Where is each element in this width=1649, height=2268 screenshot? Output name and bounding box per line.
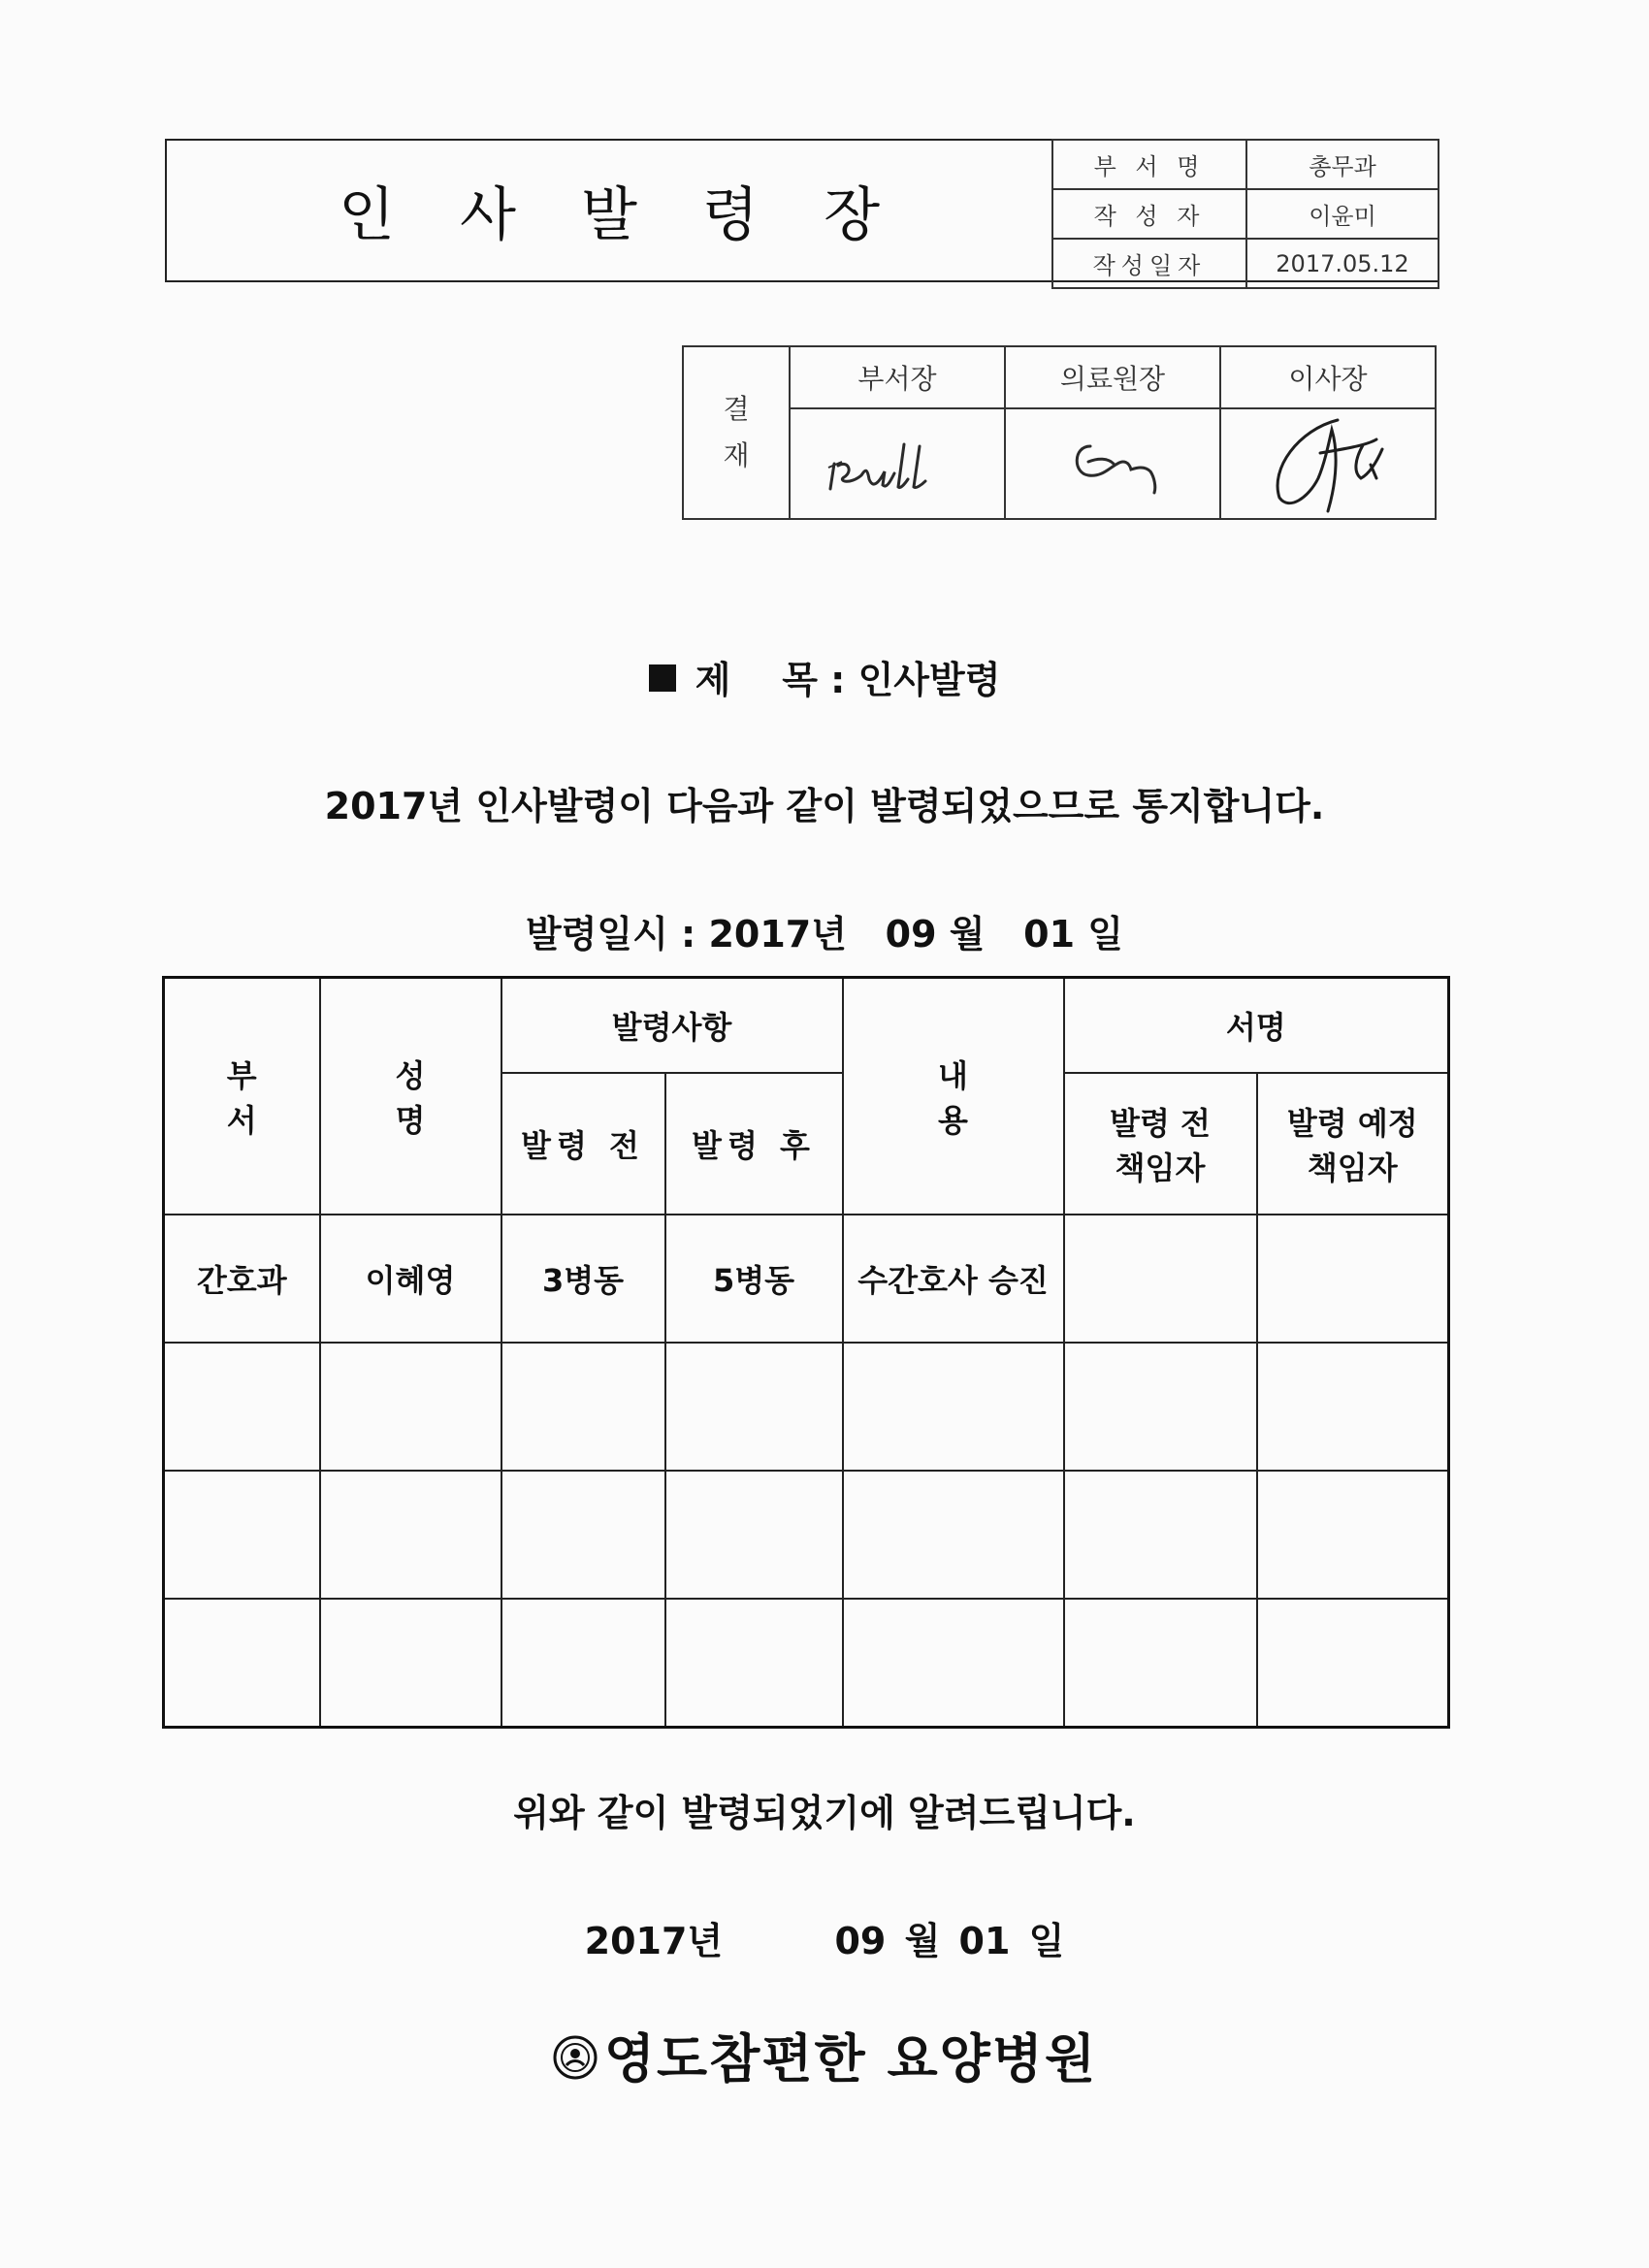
document-header <box>165 139 1439 282</box>
organization-line <box>0 2018 1649 2093</box>
header-sign-after <box>1257 1073 1449 1215</box>
approval-role-dept-head: 부서장 <box>790 346 1005 408</box>
notice-text: 2017년 인사발령이 다음과 같이 발령되었으므로 통지합니다. <box>324 785 1325 827</box>
cell-sign-before <box>1064 1343 1257 1471</box>
cell-content <box>843 1343 1064 1471</box>
header-sign-after-line2: 책임자 <box>1307 1149 1398 1186</box>
header-order: 발령사항 <box>501 978 843 1073</box>
handwritten-signature <box>1231 410 1425 517</box>
approval-side-char-1: 결 <box>723 393 750 425</box>
header-after: 발령 후 <box>665 1073 843 1215</box>
signature-dept-head <box>790 408 1005 519</box>
approval-role-chairman: 이사장 <box>1220 346 1436 408</box>
cell-content: 수간호사 승진 <box>843 1215 1064 1343</box>
signature-chairman <box>1220 408 1436 519</box>
table-row <box>164 1471 1449 1599</box>
header-dept: 부 서 <box>164 978 320 1215</box>
table-row <box>164 1343 1449 1471</box>
subject-line <box>0 650 1649 703</box>
subject-text: 제 목 : 인사발령 <box>695 659 1001 701</box>
approval-side-label <box>683 346 790 519</box>
meta-row-author <box>1052 189 1439 239</box>
meta-label: 부 서 명 <box>1052 140 1246 189</box>
issue-date: 발령일시 : 2017년 09 월 01 일 <box>526 913 1123 956</box>
cell-name <box>320 1599 501 1727</box>
cell-after <box>665 1471 843 1599</box>
closing-date: 2017년 09 월 01 일 <box>584 1920 1065 1962</box>
meta-row-department <box>1052 140 1439 189</box>
header-before: 발령 전 <box>501 1073 665 1215</box>
meta-value: 2017.05.12 <box>1246 239 1439 288</box>
cell-before <box>501 1599 665 1727</box>
cell-name: 이혜영 <box>320 1215 501 1343</box>
document-meta-table <box>1051 139 1439 289</box>
handwritten-signature <box>1030 425 1195 502</box>
meta-label: 작 성 자 <box>1052 189 1246 239</box>
cell-dept <box>164 1471 320 1599</box>
header-sign-before-line2: 책임자 <box>1115 1149 1206 1186</box>
cell-dept: 간호과 <box>164 1215 320 1343</box>
cell-after <box>665 1599 843 1727</box>
organization-name: 영도참편한 요양병원 <box>603 2028 1098 2090</box>
cell-dept <box>164 1599 320 1727</box>
cell-name <box>320 1343 501 1471</box>
cell-sign-after <box>1257 1215 1449 1343</box>
signature-medical-director <box>1005 408 1220 519</box>
cell-sign-after <box>1257 1599 1449 1727</box>
document-title: 인 사 발 령 장 <box>338 181 904 249</box>
cell-sign-before <box>1064 1599 1257 1727</box>
handwritten-signature <box>815 425 980 502</box>
closing-text: 위와 같이 발령되었기에 알려드립니다. <box>513 1792 1136 1834</box>
meta-row-date <box>1052 239 1439 288</box>
cell-dept <box>164 1343 320 1471</box>
meta-value: 이윤미 <box>1246 189 1439 239</box>
table-row <box>164 1215 1449 1343</box>
cell-sign-before <box>1064 1215 1257 1343</box>
approval-role-medical-director: 의료원장 <box>1005 346 1220 408</box>
approval-side-char-2: 재 <box>723 439 750 471</box>
cell-name <box>320 1471 501 1599</box>
header-name: 성 명 <box>320 978 501 1215</box>
meta-label: 작성일자 <box>1052 239 1246 288</box>
header-content: 내 용 <box>843 978 1064 1215</box>
cell-after <box>665 1343 843 1471</box>
cell-after: 5병동 <box>665 1215 843 1343</box>
header-sign-after-line1: 발령 예정 <box>1286 1104 1418 1142</box>
cell-before <box>501 1343 665 1471</box>
square-bullet-icon <box>649 664 676 692</box>
table-header-row <box>164 978 1449 1073</box>
cell-sign-before <box>1064 1471 1257 1599</box>
approval-box <box>682 345 1437 520</box>
table-row <box>164 1599 1449 1727</box>
cell-sign-after <box>1257 1343 1449 1471</box>
personnel-order-table <box>162 976 1450 1729</box>
header-sign-before <box>1064 1073 1257 1215</box>
header-sign: 서명 <box>1064 978 1449 1073</box>
meta-value: 총무과 <box>1246 140 1439 189</box>
cell-content <box>843 1471 1064 1599</box>
cell-before <box>501 1471 665 1599</box>
hospital-seal-icon <box>552 2032 598 2093</box>
cell-before: 3병동 <box>501 1215 665 1343</box>
header-sign-before-line1: 발령 전 <box>1110 1104 1211 1142</box>
cell-sign-after <box>1257 1471 1449 1599</box>
cell-content <box>843 1599 1064 1727</box>
